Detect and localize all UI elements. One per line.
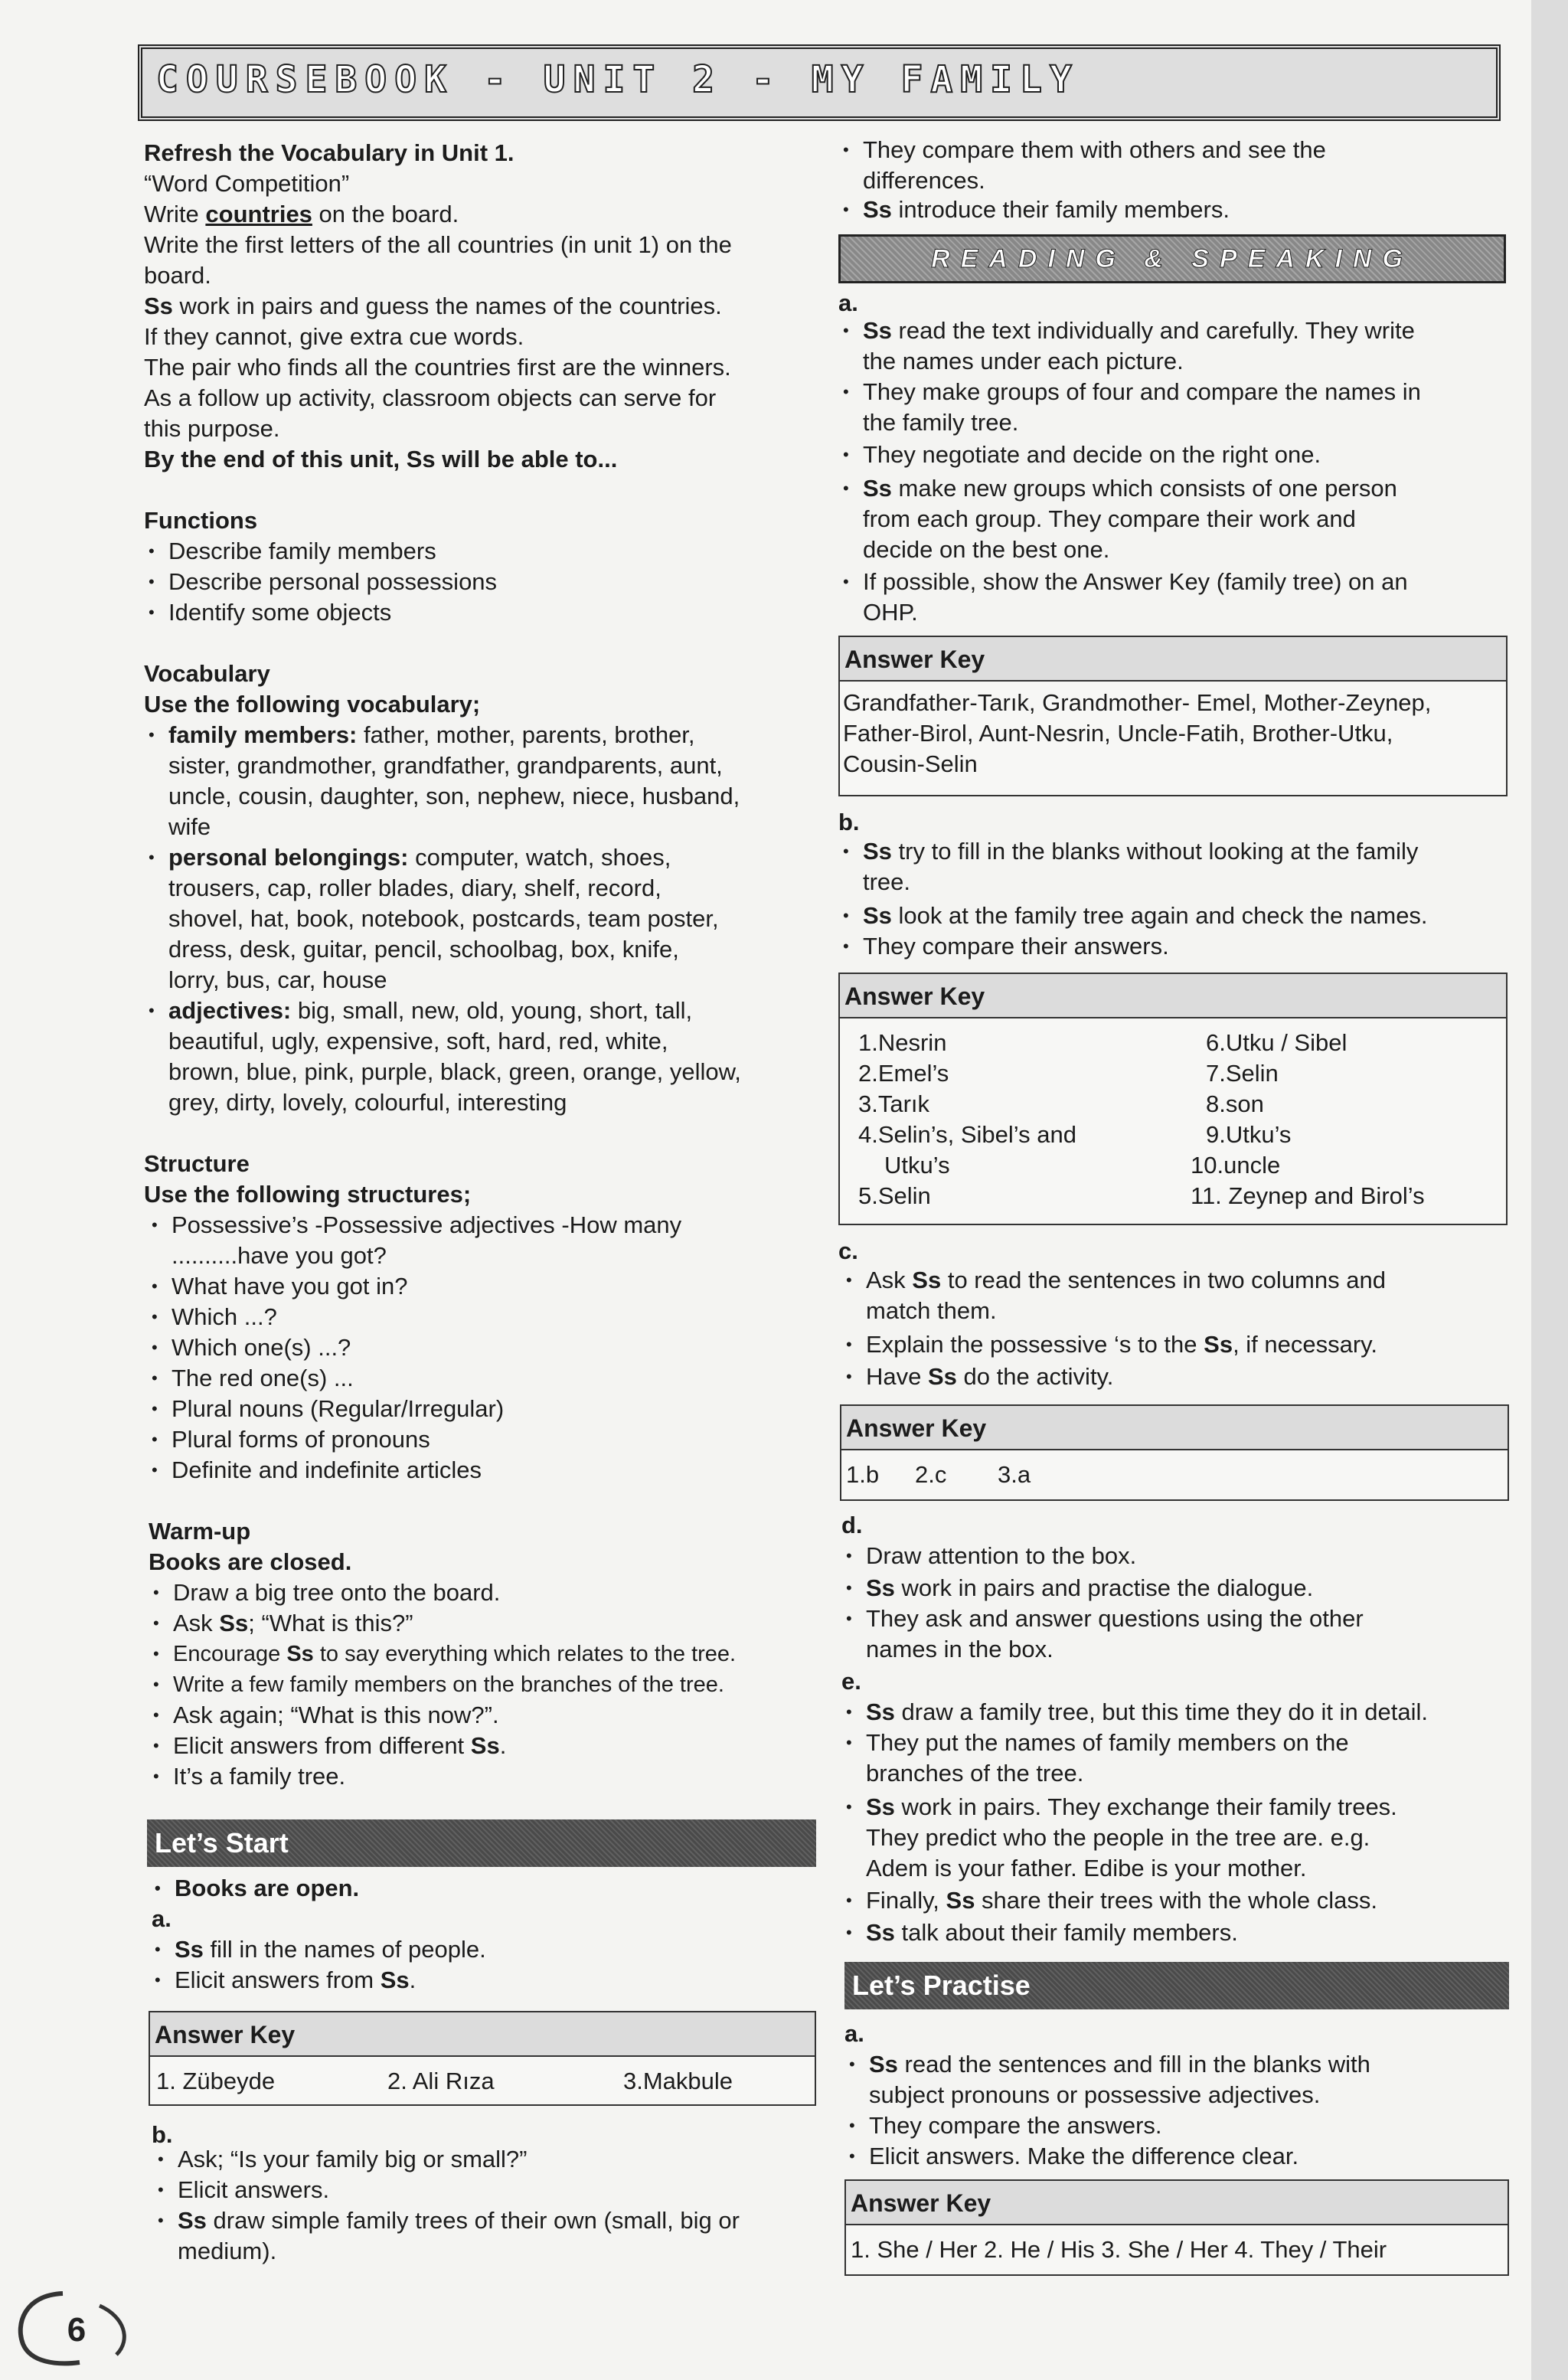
text-line: the names under each picture. (863, 348, 1184, 374)
family-label: family members: (168, 721, 358, 748)
text-line: names in the box. (866, 1636, 1054, 1662)
list-item: • Which ...? (172, 1302, 277, 1332)
text-line: differences. (863, 167, 985, 194)
answer-key-cell: 3.a (998, 1461, 1031, 1488)
list-item: • They ask and answer questions using the other (866, 1604, 1364, 1634)
section-label: a. (152, 1905, 172, 1932)
text: work in pairs. They exchange their family trees. (894, 1793, 1397, 1820)
page-edge (1531, 0, 1568, 2380)
text-line: from each group. They compare their work and (863, 505, 1356, 532)
list-item: • Ask again; “What is this now?”. (173, 1700, 499, 1731)
text: read the text individually and carefully. They write (891, 317, 1415, 344)
structure-subheading: Use the following structures; (144, 1181, 472, 1208)
answer-key-title: Answer Key (846, 2181, 1508, 2225)
by-end-heading: By the end of this unit, Ss will be able to... (144, 446, 618, 472)
list-item (863, 836, 1418, 867)
text: talk about their family members. (894, 1919, 1238, 1946)
warmup-subheading: Books are closed. (149, 1548, 352, 1575)
ss-label: Ss (1204, 1331, 1233, 1358)
list-item: • They make groups of four and compare the names in (863, 377, 1421, 407)
text-line: subject pronouns or possessive adjectives. (869, 2081, 1321, 2108)
unit-title: COURSEBOOK - UNIT 2 - MY FAMILY (156, 58, 1080, 101)
ss-label: Ss (863, 196, 892, 223)
vocabulary-subheading: Use the following vocabulary; (144, 691, 481, 718)
ss-label: Ss (866, 1919, 895, 1946)
list-item (866, 1573, 1313, 1604)
ss-label: Ss (144, 293, 173, 319)
answer-key-box (840, 1404, 1509, 1501)
answer-key-box (149, 2011, 816, 2106)
list-item: • What have you got in? (172, 1271, 407, 1302)
text: . (499, 1732, 507, 1759)
list-item (866, 1329, 1377, 1360)
ss-label: Ss (178, 2207, 207, 2234)
text-line: branches of the tree. (866, 1760, 1084, 1787)
write-countries (144, 199, 459, 230)
text-line: decide on the best one. (863, 536, 1110, 563)
unit-header (138, 44, 1501, 121)
answer-key-line: Father-Birol, Aunt-Nesrin, Uncle-Fatih, Brother-Utku, (843, 720, 1393, 747)
lets-practise-banner: Let’s Practise (844, 1962, 1509, 2009)
list-item (173, 1608, 413, 1639)
functions-heading: Functions (144, 507, 258, 534)
page-number-badge (9, 2286, 141, 2369)
answer-key-cell: 2. Ali Rıza (387, 2068, 495, 2094)
answer-key-cell: 3.Makbule (623, 2068, 733, 2094)
text-line: grey, dirty, lovely, colourful, interesting (168, 1089, 567, 1116)
structure-heading: Structure (144, 1150, 250, 1177)
text: fill in the names of people. (203, 1936, 486, 1963)
list-item (863, 473, 1397, 504)
ss-label: Ss (927, 1363, 957, 1390)
section-label: c. (838, 1237, 858, 1264)
answer-key-cell: 1. Zübeyde (156, 2068, 276, 2094)
list-item: • Definite and indefinite articles (172, 1455, 482, 1486)
answer-key-box (844, 2179, 1509, 2276)
badge-arc (100, 2306, 124, 2355)
text-line: match them. (866, 1297, 997, 1324)
reading-speaking-banner: READING & SPEAKING (838, 234, 1506, 283)
text: try to fill in the blanks without looking at the family (891, 838, 1419, 865)
section-label: b. (838, 809, 860, 835)
text-line: trousers, cap, roller blades, diary, shelf, record, (168, 875, 662, 901)
ss-label: Ss (863, 317, 892, 344)
ss-label: Ss (866, 1698, 895, 1725)
text: introduce their family members. (891, 196, 1230, 223)
answer-key-cell: 2.Emel’s (858, 1060, 949, 1087)
answer-key-cell: 1.Nesrin (858, 1029, 947, 1056)
vocabulary-heading: Vocabulary (144, 660, 270, 687)
list-item: • They compare the answers. (869, 2110, 1162, 2141)
ss-label: Ss (863, 475, 892, 502)
list-item (866, 1697, 1428, 1728)
list-item (866, 1917, 1238, 1948)
list-item (168, 842, 671, 873)
list-item (866, 1265, 1386, 1296)
text: look at the family tree again and check the names. (891, 902, 1428, 929)
text-line: shovel, hat, book, notebook, postcards, team poster, (168, 905, 719, 932)
text: computer, watch, shoes, (408, 844, 671, 871)
text: work in pairs and practise the dialogue. (894, 1574, 1314, 1601)
text-line: board. (144, 262, 211, 289)
list-item (863, 901, 1428, 931)
text: share their trees with the whole class. (975, 1887, 1377, 1914)
answer-key-title: Answer Key (840, 974, 1506, 1018)
adjectives-label: adjectives: (168, 997, 292, 1024)
answer-key-box (838, 973, 1508, 1225)
text: . (409, 1966, 416, 1993)
lets-start-banner: Let’s Start (147, 1819, 816, 1867)
list-item: • They negotiate and decide on the right one. (863, 440, 1321, 470)
answer-key-cell: 9.Utku’s (1206, 1121, 1292, 1148)
ss-label: Ss (946, 1887, 975, 1914)
list-item (863, 195, 1230, 225)
list-item: • Which one(s) ...? (172, 1332, 351, 1363)
word-competition: “Word Competition” (144, 170, 350, 197)
answer-key-title: Answer Key (150, 2012, 815, 2057)
text-line: The pair who finds all the countries first are the winners. (144, 354, 731, 381)
text-line: Write the first letters of the all countries (in unit 1) on the (144, 231, 732, 258)
text-line: If they cannot, give extra cue words. (144, 323, 524, 350)
ss-label: Ss (470, 1732, 500, 1759)
text-line: tree. (863, 868, 911, 895)
text: draw a family tree, but this time they do it in detail. (894, 1698, 1429, 1725)
text-line: As a follow up activity, classroom objects can serve for (144, 384, 717, 411)
text-line: Adem is your father. Edibe is your mother. (866, 1855, 1307, 1881)
text-line: They predict who the people in the tree are. e.g. (866, 1824, 1370, 1851)
answer-key-box (838, 636, 1508, 796)
text: ; “What is this?” (248, 1610, 413, 1636)
text-line: dress, desk, guitar, pencil, schoolbag, box, knife, (168, 936, 679, 963)
list-item: • They put the names of family members on the (866, 1728, 1349, 1758)
list-item: • Plural forms of pronouns (172, 1424, 430, 1455)
ss-label: Ss (912, 1267, 942, 1293)
answer-key-cell: 7.Selin (1206, 1060, 1279, 1087)
text-line: beautiful, ugly, expensive, soft, hard, red, white, (168, 1028, 668, 1054)
text: to read the sentences in two columns and (941, 1267, 1386, 1293)
list-item: • Draw a big tree onto the board. (173, 1577, 500, 1608)
text: father, mother, parents, brother, (357, 721, 695, 748)
list-item (168, 995, 692, 1026)
answer-key-cell: 11. Zeynep and Birol’s (1191, 1182, 1425, 1209)
answer-key-title: Answer Key (840, 637, 1506, 682)
text: big, small, new, old, young, short, tall, (291, 997, 693, 1024)
list-item: • Identify some objects (168, 597, 391, 628)
answer-key-cell: 8.son (1206, 1090, 1264, 1117)
text: Elicit answers from different (173, 1732, 471, 1759)
text: Have (866, 1363, 928, 1390)
text: Finally, (866, 1887, 946, 1914)
ss-label: Ss (866, 1793, 895, 1820)
list-item: • Elicit answers. (178, 2175, 329, 2205)
list-item (866, 1885, 1377, 1916)
ss-label: Ss (863, 902, 892, 929)
text-line: brown, blue, pink, purple, black, green, orange, yellow, (168, 1058, 741, 1085)
list-item (175, 1934, 486, 1965)
countries-word: countries (205, 201, 312, 227)
list-item (173, 1639, 736, 1669)
text: do the activity. (956, 1363, 1114, 1390)
personal-label: personal belongings: (168, 844, 409, 871)
answer-key-cell: Utku’s (884, 1152, 950, 1179)
list-item (863, 315, 1415, 346)
ss-label: Ss (219, 1610, 249, 1636)
warmup-heading: Warm-up (149, 1518, 251, 1545)
ss-label: Ss (175, 1936, 204, 1963)
text-line: medium). (178, 2238, 277, 2264)
answer-key-cell: 5.Selin (858, 1182, 931, 1209)
list-item: • They compare their answers. (863, 931, 1169, 962)
section-label: e. (841, 1668, 861, 1695)
text: on the board. (312, 201, 459, 227)
page-number: 6 (67, 2311, 87, 2349)
answer-key-line: Cousin-Selin (843, 750, 978, 777)
text: Write (144, 201, 206, 227)
text-line: OHP. (863, 599, 918, 626)
text-line: lorry, bus, car, house (168, 966, 387, 993)
list-item: • If possible, show the Answer Key (family tree) on an (863, 567, 1408, 597)
answer-key-cell: 4.Selin’s, Sibel’s and (858, 1121, 1076, 1148)
text: work in pairs and guess the names of the countries. (172, 293, 722, 319)
text-line: the family tree. (863, 409, 1019, 436)
list-item (175, 1965, 416, 1996)
answer-key-cell: 2.c (915, 1461, 947, 1488)
text-line (144, 291, 722, 322)
list-item (866, 1792, 1397, 1823)
list-item: • Draw attention to the box. (866, 1541, 1136, 1571)
text: to say everything which relates to the tree. (313, 1642, 737, 1666)
text-line: this purpose. (144, 415, 280, 442)
text: read the sentences and fill in the blanks with (897, 2051, 1370, 2078)
answer-key-cell: 3.Tarık (858, 1090, 930, 1117)
list-item (168, 720, 695, 750)
answer-key-cell: 6.Utku / Sibel (1206, 1029, 1348, 1056)
answer-key-title: Answer Key (841, 1406, 1508, 1450)
list-item: • Elicit answers. Make the difference clear. (869, 2141, 1298, 2172)
section-label: a. (844, 2020, 864, 2047)
list-item (866, 1362, 1113, 1392)
list-item (178, 2205, 740, 2236)
ss-label: Ss (869, 2051, 898, 2078)
ss-label: Ss (863, 838, 892, 865)
text: , if necessary. (1233, 1331, 1377, 1358)
text: Explain the possessive ‘s to the (866, 1331, 1204, 1358)
refresh-heading: Refresh the Vocabulary in Unit 1. (144, 139, 514, 166)
text: draw simple family trees of their own (small, big or (206, 2207, 740, 2234)
text-line: uncle, cousin, daughter, son, nephew, niece, husband, (168, 783, 740, 809)
list-item: • Books are open. (175, 1873, 359, 1904)
section-label: b. (152, 2121, 173, 2148)
text-line: sister, grandmother, grandfather, grandparents, aunt, (168, 752, 723, 779)
text-line: wife (168, 813, 211, 840)
ss-label: Ss (286, 1642, 314, 1666)
ss-label: Ss (866, 1574, 895, 1601)
list-item: • Ask; “Is your family big or small?” (178, 2144, 528, 2175)
list-item: • Plural nouns (Regular/Irregular) (172, 1394, 504, 1424)
text: make new groups which consists of one person (891, 475, 1397, 502)
answer-key-line: 1. She / Her 2. He / His 3. She / Her 4. They / Their (851, 2236, 1387, 2263)
answer-key-cell: 1.b (846, 1461, 880, 1488)
ss-label: Ss (380, 1966, 410, 1993)
text: Elicit answers from (175, 1966, 381, 1993)
list-item (173, 1731, 506, 1761)
text: Ask (173, 1610, 220, 1636)
list-item: • Possessive’s -Possessive adjectives -How many (172, 1210, 681, 1241)
text: Ask (866, 1267, 913, 1293)
section-label: a. (838, 289, 858, 316)
list-item: • Describe family members (168, 536, 436, 567)
text-line: ..........have you got? (172, 1242, 387, 1269)
list-item: • The red one(s) ... (172, 1363, 354, 1394)
list-item: • They compare them with others and see the (863, 135, 1326, 165)
section-label: d. (841, 1512, 863, 1538)
answer-key-line: Grandfather-Tarık, Grandmother- Emel, Mother-Zeynep, (843, 689, 1432, 716)
text: Encourage (173, 1642, 287, 1666)
answer-key-cell: 10.uncle (1191, 1152, 1281, 1179)
list-item: • It’s a family tree. (173, 1761, 345, 1792)
list-item: • Write a few family members on the branches of the tree. (173, 1669, 724, 1700)
list-item (869, 2049, 1370, 2080)
list-item: • Describe personal possessions (168, 567, 497, 597)
